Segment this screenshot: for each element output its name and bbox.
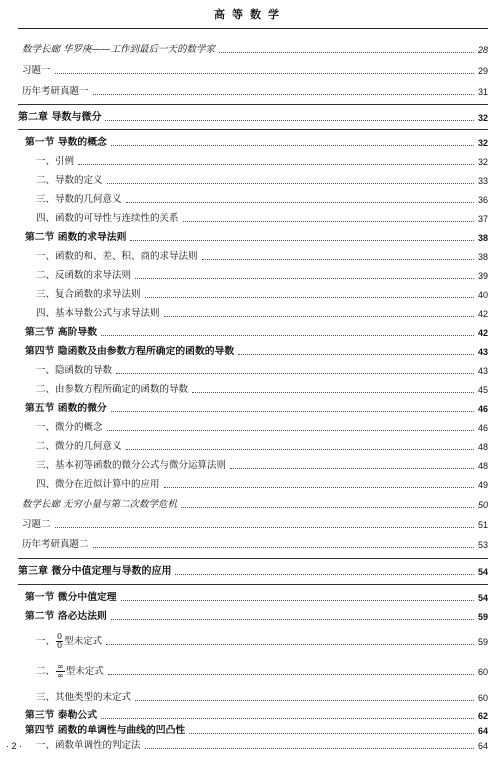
toc-subsection[interactable] (36, 383, 488, 397)
toc-subsection[interactable] (36, 269, 488, 283)
toc-entry-prefix: 二、 (36, 666, 56, 677)
toc-entry-label: 四、基本导数公式与求导法则 (36, 308, 160, 319)
leader-dots (192, 392, 474, 393)
leader-dots (189, 733, 474, 734)
toc-page-number: 40 (477, 290, 488, 300)
toc-entry-prefix: 一、 (36, 636, 56, 647)
leader-dots (93, 94, 474, 95)
toc-subsection[interactable] (36, 155, 488, 169)
toc-page-number: 42 (477, 328, 488, 338)
toc-entry-label: 历年考研真题二 (22, 539, 89, 550)
leader-dots (130, 240, 474, 241)
toc-chapter-3[interactable] (18, 565, 488, 579)
toc-entry-label: 一、引例 (36, 156, 75, 167)
leader-dots (164, 487, 474, 488)
leader-dots (230, 468, 474, 469)
leader-dots (175, 574, 474, 575)
toc-page-number: 53 (477, 540, 488, 550)
leader-dots (145, 748, 474, 749)
toc-section[interactable] (25, 610, 488, 624)
header-rule (18, 28, 488, 29)
leader-dots (238, 354, 474, 355)
chapter-rule (18, 584, 488, 585)
leader-dots (101, 718, 474, 719)
toc-page-number: 49 (477, 480, 488, 490)
leader-dots (116, 373, 474, 374)
toc-entry-label: 型未定式 (64, 636, 103, 647)
fraction-numerator: ∞ (57, 662, 64, 671)
leader-dots (181, 507, 474, 508)
toc-entry-label: 历年考研真题一 (22, 86, 89, 97)
toc-page-number: 33 (477, 176, 488, 186)
running-header: 高等数学 (214, 8, 286, 21)
toc-page-number: 38 (477, 233, 488, 243)
toc-page-number: 46 (477, 423, 488, 433)
toc-entry-label: 四、函数的可导性与连续性的关系 (36, 213, 179, 224)
toc-entry-label: 数学长廊 无穷小量与第二次数学危机 (22, 499, 178, 510)
toc-section[interactable] (25, 591, 488, 605)
leader-dots (78, 164, 474, 165)
toc-section[interactable] (25, 231, 488, 245)
toc-page-number: 50 (477, 500, 488, 510)
leader-dots (121, 600, 474, 601)
leader-dots (219, 52, 474, 53)
leader-dots (111, 145, 474, 146)
toc-entry-label: 第三节 高阶导数 (25, 327, 97, 338)
leader-dots (108, 674, 474, 675)
toc-entry-exam-1[interactable] (22, 85, 488, 99)
toc-page-number: 32 (477, 157, 488, 167)
toc-subsection-fraction[interactable] (36, 661, 488, 683)
toc-entry-gallery-1[interactable] (22, 43, 488, 57)
toc-subsection[interactable] (36, 440, 488, 454)
leader-dots (101, 335, 474, 336)
toc-entry-label: 一、函数单调性的判定法 (36, 740, 141, 751)
fraction-denominator: ∞ (57, 671, 64, 680)
toc-entry-label: 三、基本初等函数的微分公式与微分运算法则 (36, 460, 227, 471)
toc-page-number: 48 (477, 442, 488, 452)
toc-entry-label: 型未定式 (65, 666, 104, 677)
toc-page-number: 31 (477, 87, 488, 97)
toc-subsection[interactable] (36, 421, 488, 435)
toc-page-number: 37 (477, 214, 488, 224)
toc-entry-label: 第五节 函数的微分 (25, 403, 107, 414)
toc-entry-label: 四、微分在近似计算中的应用 (36, 479, 160, 490)
toc-entry-label: 三、其他类型的未定式 (36, 692, 132, 703)
toc-subsection[interactable] (36, 288, 488, 302)
toc-entry-label: 第二节 函数的求导法则 (25, 232, 127, 243)
leader-dots (145, 297, 474, 298)
toc-subsection[interactable] (36, 459, 488, 473)
chapter-rule (18, 129, 488, 130)
toc-page-number: 59 (477, 637, 488, 647)
toc-entry-exam-2[interactable] (22, 538, 488, 552)
fraction-numerator: 0 (57, 632, 63, 641)
chapter-rule (18, 104, 488, 105)
toc-entry-label: 习题二 (22, 519, 51, 530)
toc-section[interactable] (25, 724, 488, 738)
toc-entry-label: 二、微分的几何意义 (36, 441, 122, 452)
leader-dots (107, 430, 474, 431)
toc-page-number: 43 (477, 366, 488, 376)
toc-section[interactable] (25, 402, 488, 416)
toc-page-number: 62 (477, 711, 488, 721)
toc-entry-label: 第二章 导数与微分 (18, 112, 102, 123)
toc-entry-label: 三、导数的几何意义 (36, 194, 122, 205)
toc-page-number: 59 (477, 612, 488, 622)
toc-page-number: 38 (477, 252, 488, 262)
toc-entry-label: 第四节 隐函数及由参数方程所确定的函数的导数 (25, 346, 235, 357)
toc-section[interactable] (25, 709, 488, 723)
toc-subsection[interactable] (36, 307, 488, 321)
toc-section[interactable] (25, 345, 488, 359)
toc-entry-label: 第四节 函数的单调性与曲线的凹凸性 (25, 725, 186, 736)
toc-page-number: 54 (477, 593, 488, 603)
leader-dots (111, 411, 474, 412)
leader-dots (126, 449, 474, 450)
leader-dots (55, 73, 474, 74)
toc-entry-label: 三、复合函数的求导法则 (36, 289, 141, 300)
toc-subsection[interactable] (36, 478, 488, 492)
leader-dots (135, 278, 474, 279)
toc-page-number: 60 (477, 667, 488, 677)
toc-page-number: 36 (477, 195, 488, 205)
leader-dots (55, 527, 474, 528)
toc-subsection[interactable] (36, 212, 488, 226)
toc-page-number: 64 (477, 741, 488, 751)
toc-page-number: 60 (477, 693, 488, 703)
page-number: · 2 · (6, 741, 23, 751)
toc-chapter-2[interactable] (18, 111, 488, 125)
toc-entry-label: 一、微分的概念 (36, 422, 103, 433)
toc-page-number: 48 (477, 461, 488, 471)
toc-page-number: 54 (477, 567, 488, 577)
toc-entry-label: 数学长廊 华罗庚——工作到最后一天的数学家 (22, 44, 216, 55)
toc-page-number: 42 (477, 309, 488, 319)
toc-entry-label: 一、隐函数的导数 (36, 365, 113, 376)
toc-entry-label: 第一节 导数的概念 (25, 137, 107, 148)
toc-entry-label: 第一节 微分中值定理 (25, 592, 117, 603)
fraction-infinity-over-infinity (56, 663, 65, 680)
leader-dots (202, 259, 474, 260)
fraction-denominator: 0 (57, 641, 63, 650)
leader-dots (107, 183, 474, 184)
toc-subsection[interactable] (36, 364, 488, 378)
leader-dots (106, 644, 474, 645)
toc-subsection[interactable] (36, 193, 488, 207)
leader-dots (93, 547, 474, 548)
toc-page-number: 64 (477, 726, 488, 736)
toc-subsection[interactable] (36, 250, 488, 264)
toc-entry-gallery-2[interactable] (22, 498, 488, 512)
toc-entry-label: 二、导数的定义 (36, 175, 103, 186)
toc-page-number: 43 (477, 347, 488, 357)
toc-entry-label: 第二节 洛必达法则 (25, 611, 107, 622)
toc-page-number: 39 (477, 271, 488, 281)
toc-section[interactable] (25, 326, 488, 340)
leader-dots (135, 700, 474, 701)
toc-section[interactable] (25, 136, 488, 150)
fraction-zero-over-zero (56, 633, 63, 650)
toc-entry-label: 二、反函数的求导法则 (36, 270, 132, 281)
toc-subsection[interactable] (36, 739, 488, 753)
leader-dots (105, 120, 474, 121)
toc-page-number: 45 (477, 385, 488, 395)
toc-entry-label: 一、函数的和、差、积、商的求导法则 (36, 251, 198, 262)
toc-page-number: 32 (477, 113, 488, 123)
leader-dots (183, 221, 474, 222)
toc-page-number: 28 (477, 45, 488, 55)
leader-dots (126, 202, 474, 203)
toc-entry-label: 二、由参数方程所确定的函数的导数 (36, 384, 189, 395)
toc-entry-label: 习题一 (22, 65, 51, 76)
leader-dots (164, 316, 474, 317)
toc-page-number: 32 (477, 138, 488, 148)
toc-entry-exercises-2[interactable] (22, 518, 488, 532)
toc-subsection-fraction[interactable] (36, 631, 488, 653)
toc-entry-label: 第三节 泰勒公式 (25, 710, 97, 721)
toc-entry-exercises-1[interactable] (22, 64, 488, 78)
leader-dots (111, 619, 474, 620)
toc-entry-label: 第三章 微分中值定理与导数的应用 (18, 566, 172, 577)
toc-page-number: 29 (477, 66, 488, 76)
toc-page-number: 51 (477, 520, 488, 530)
toc-subsection[interactable] (36, 174, 488, 188)
chapter-rule (18, 558, 488, 559)
toc-subsection[interactable] (36, 691, 488, 705)
toc-page-number: 46 (477, 404, 488, 414)
